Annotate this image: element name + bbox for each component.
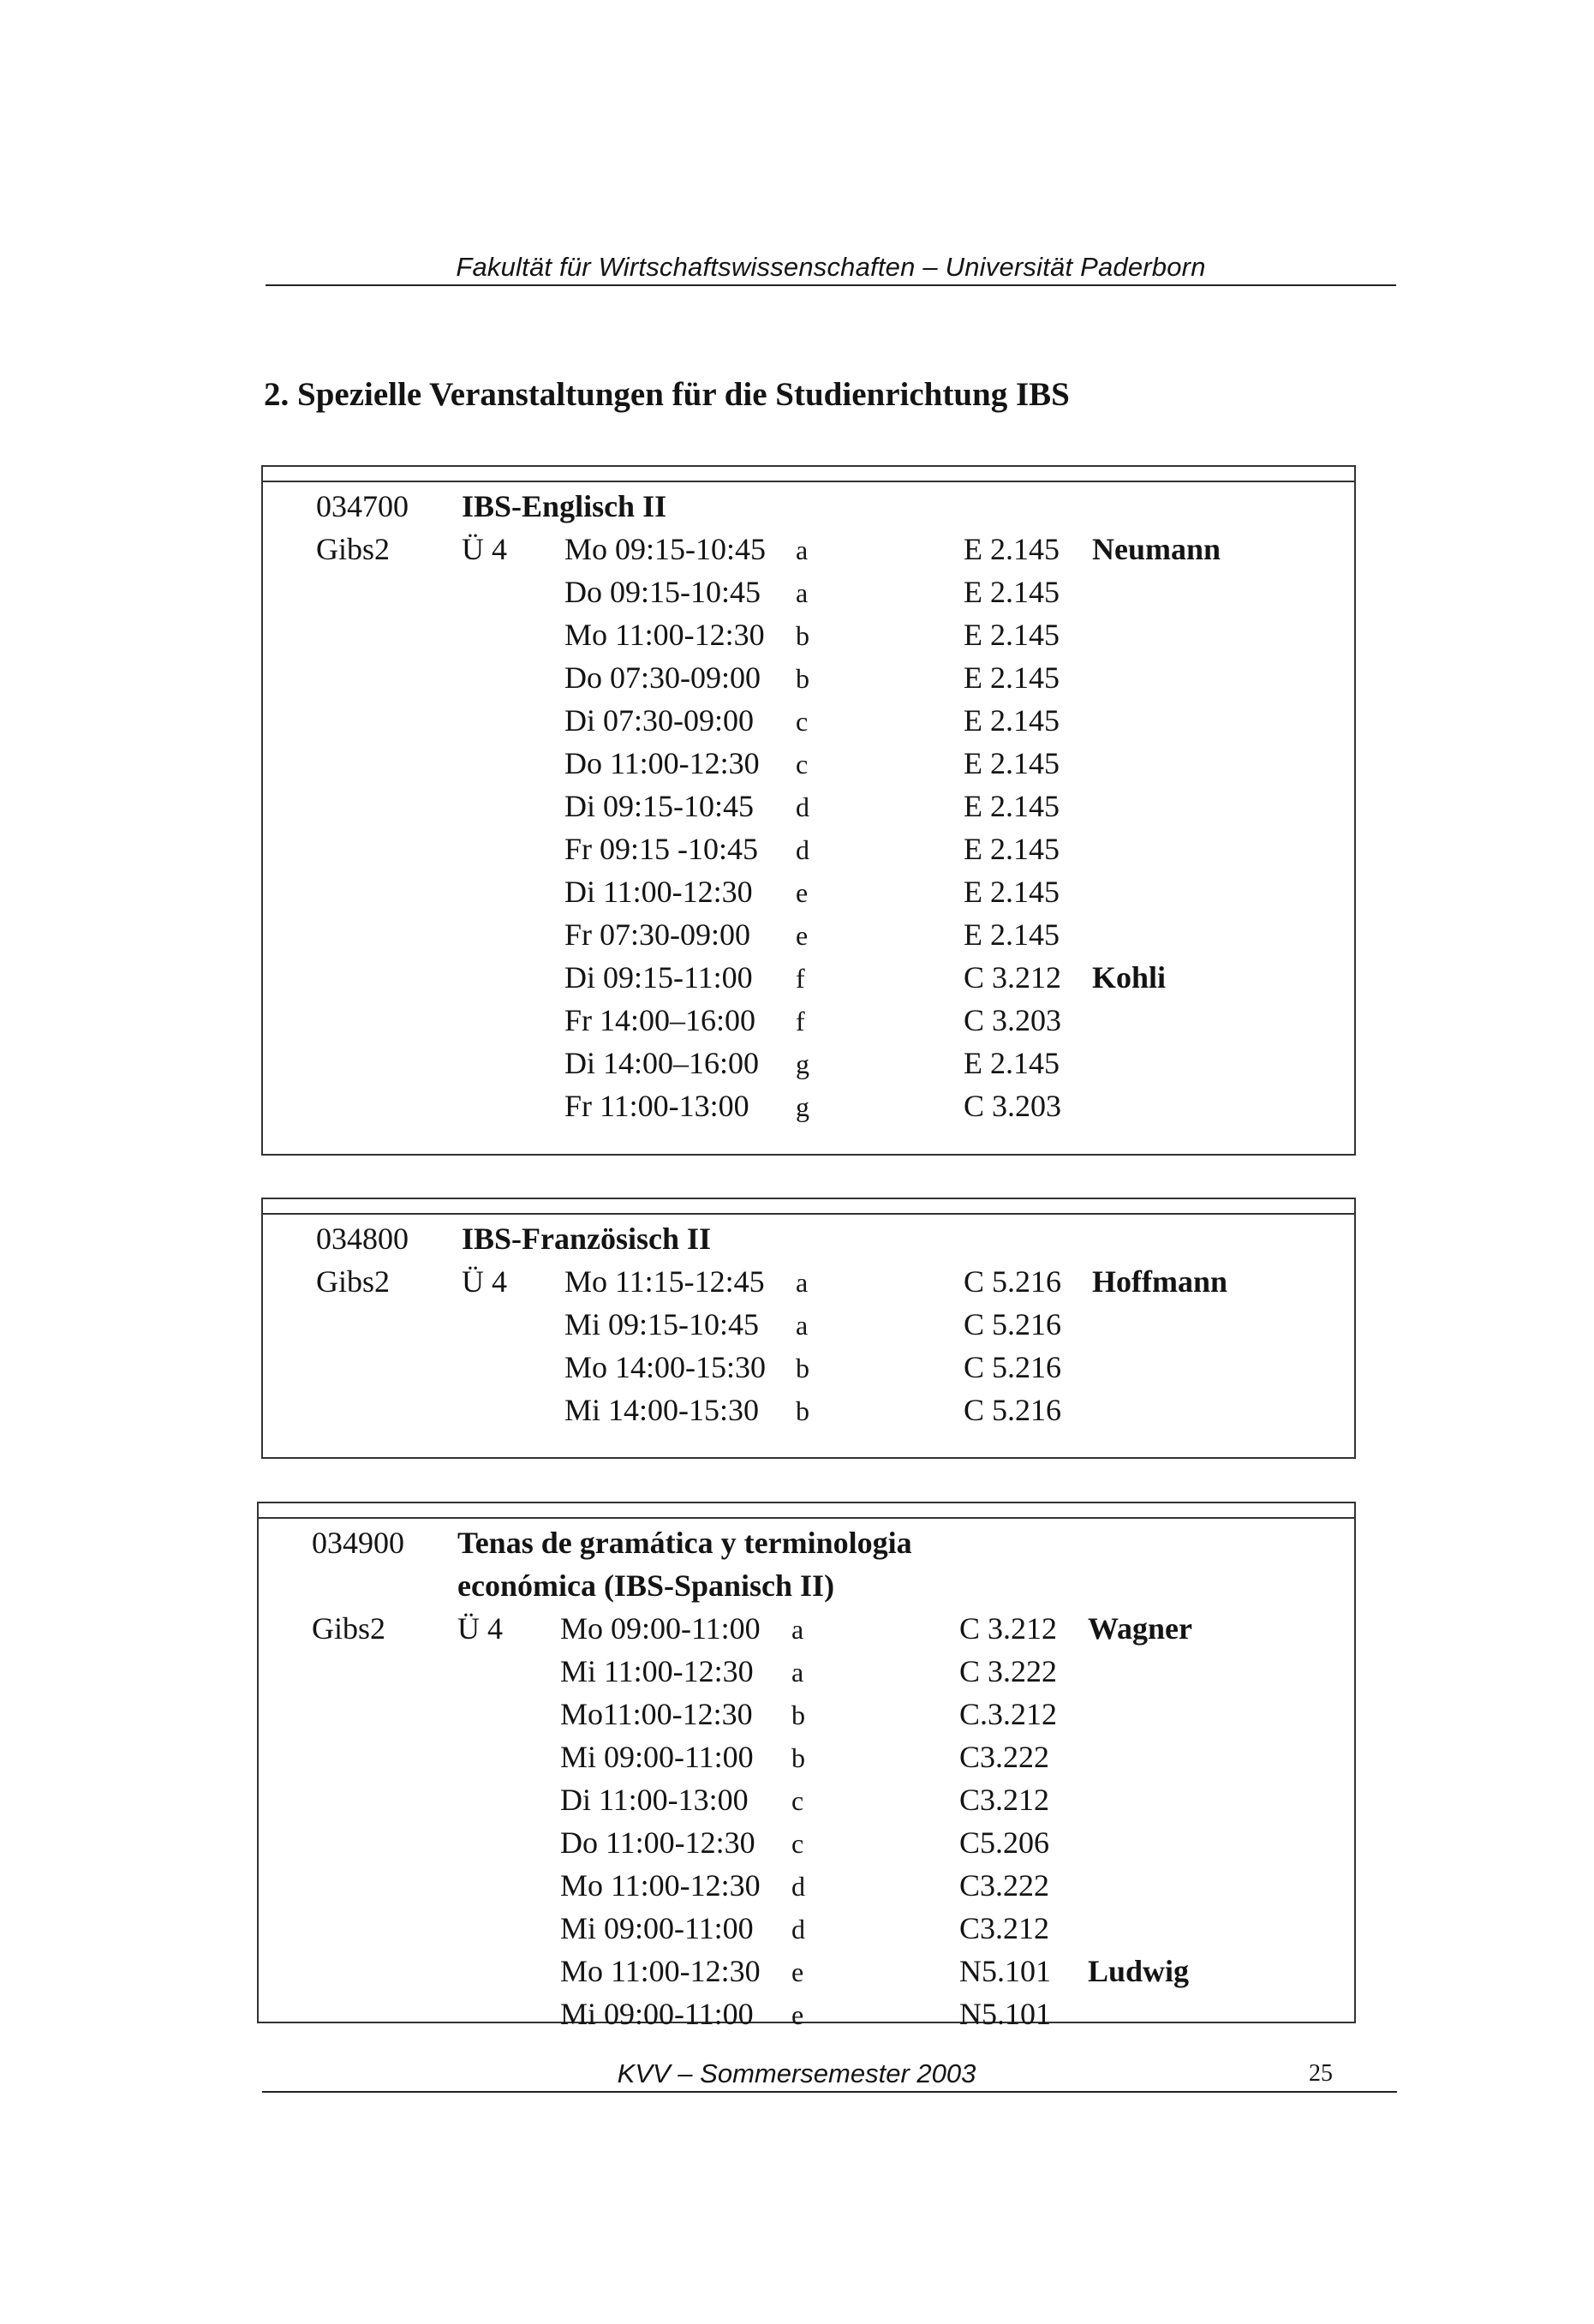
session-group: b: [796, 1395, 809, 1426]
session-time: Di 14:00–16:00: [564, 1046, 760, 1080]
session-room: C3.222: [959, 1868, 1050, 1903]
session-room: E 2.145: [964, 917, 1060, 952]
course-box-034700: [261, 465, 1356, 1156]
session-time: Mo 09:00-11:00: [560, 1611, 761, 1646]
course-number: 034800: [316, 1222, 409, 1256]
session-row: [259, 1739, 1354, 1782]
session-row: [263, 1349, 1354, 1392]
session-group: e: [791, 1999, 804, 2030]
session-room: E 2.145: [964, 532, 1060, 566]
session-lecturer: Kohli: [1092, 960, 1167, 995]
course-type: Ü 4: [462, 1264, 507, 1299]
session-room: C 3.212: [959, 1611, 1058, 1646]
session-time: Di 11:00-13:00: [560, 1783, 749, 1817]
session-room: E 2.145: [964, 575, 1060, 609]
session-group: e: [796, 920, 809, 951]
session-room: E 2.145: [964, 746, 1060, 780]
session-time: Fr 07:30-09:00: [564, 917, 751, 952]
session-time: Do 11:00-12:30: [564, 746, 760, 780]
session-room: C 3.212: [964, 960, 1062, 995]
session-room: C 3.222: [959, 1654, 1058, 1688]
session-group: b: [796, 663, 809, 694]
session-group: d: [791, 1914, 805, 1945]
session-room: E 2.145: [964, 1046, 1060, 1080]
session-group: a: [796, 535, 809, 565]
session-room: C 3.203: [964, 1089, 1062, 1123]
course-title: Tenas de gramática y terminologia: [457, 1526, 912, 1560]
session-row: [263, 745, 1354, 788]
session-row: [259, 1996, 1354, 2039]
session-time: Fr 14:00–16:00: [564, 1003, 756, 1037]
session-row: [259, 1825, 1354, 1867]
session-time: Mo 11:00-12:30: [560, 1954, 761, 1988]
session-room: E 2.145: [964, 660, 1060, 695]
session-group: a: [796, 1267, 809, 1298]
session-group: c: [791, 1828, 804, 1859]
session-time: Mi 09:00-11:00: [560, 1911, 754, 1945]
session-group: e: [796, 877, 809, 908]
session-lecturer: Neumann: [1092, 532, 1221, 566]
course-number: 034900: [312, 1526, 404, 1560]
session-room: C 3.203: [964, 1003, 1062, 1037]
session-room: C 5.216: [964, 1264, 1062, 1299]
session-row: [263, 1088, 1354, 1131]
session-time: Do 07:30-09:00: [564, 660, 761, 695]
course-box-inner-rule: [259, 1517, 1354, 1519]
session-room: C 5.216: [964, 1393, 1062, 1427]
session-time: Mi 11:00-12:30: [560, 1654, 754, 1688]
study-program: Gibs2: [316, 1264, 391, 1299]
session-time: Fr 09:15 -10:45: [564, 832, 759, 866]
study-program: Gibs2: [316, 532, 391, 566]
session-row: [263, 874, 1354, 917]
session-time: Mi 14:00-15:30: [564, 1393, 760, 1427]
session-time: Mo 14:00-15:30: [564, 1350, 767, 1384]
session-room: C3.212: [959, 1911, 1050, 1945]
session-room: C3.212: [959, 1783, 1050, 1817]
session-row: [263, 1045, 1354, 1088]
course-type: Ü 4: [462, 532, 507, 566]
session-group: d: [796, 792, 809, 822]
session-row: [263, 1002, 1354, 1045]
course-title-row: [259, 1525, 1354, 1568]
session-row: [259, 1953, 1354, 1996]
session-group: g: [796, 1091, 809, 1122]
session-room: C 5.216: [964, 1350, 1062, 1384]
session-row: [263, 574, 1354, 617]
session-time: Fr 11:00-13:00: [564, 1089, 749, 1123]
session-group: a: [791, 1657, 804, 1688]
session-row: [263, 959, 1354, 1002]
course-box-inner-rule: [263, 1213, 1354, 1215]
session-row: [259, 1610, 1354, 1653]
session-group: e: [791, 1957, 804, 1987]
page-footer: KVV – Sommersemester 2003: [617, 2058, 976, 2088]
session-lecturer: Wagner: [1088, 1611, 1192, 1646]
session-group: g: [796, 1048, 809, 1079]
session-room: N5.101: [959, 1954, 1051, 1988]
course-box-034800: [261, 1198, 1356, 1459]
session-time: Mo 11:15-12:45: [564, 1264, 765, 1299]
session-lecturer: Hoffmann: [1092, 1264, 1228, 1299]
session-time: Mi 09:00-11:00: [560, 1740, 754, 1774]
session-row: [263, 917, 1354, 959]
course-title: económica (IBS-Spanisch II): [457, 1568, 835, 1603]
session-row: [259, 1653, 1354, 1696]
session-room: C 5.216: [964, 1307, 1062, 1341]
session-time: Di 11:00-12:30: [564, 875, 753, 909]
session-room: E 2.145: [964, 789, 1060, 823]
session-room: C3.222: [959, 1740, 1050, 1774]
session-group: b: [796, 1353, 809, 1383]
session-group: c: [796, 749, 809, 780]
session-row: [263, 531, 1354, 574]
course-type: Ü 4: [457, 1611, 503, 1646]
session-room: E 2.145: [964, 703, 1060, 738]
session-row: [263, 788, 1354, 831]
session-time: Mo11:00-12:30: [560, 1697, 753, 1731]
session-row: [259, 1867, 1354, 1910]
session-group: f: [796, 1006, 805, 1037]
session-group: b: [791, 1700, 805, 1730]
course-title-row: [263, 1221, 1354, 1264]
course-number: 034700: [316, 489, 409, 523]
session-group: a: [791, 1614, 804, 1645]
session-group: a: [796, 577, 809, 608]
session-row: [259, 1696, 1354, 1739]
session-time: Do 11:00-12:30: [560, 1825, 755, 1860]
session-time: Mi 09:00-11:00: [560, 1997, 754, 2031]
session-row: [259, 1782, 1354, 1825]
section-title: 2. Spezielle Veranstaltungen für die Studienrichtung IBS: [264, 376, 1070, 413]
header-rule: [266, 284, 1396, 286]
session-group: b: [796, 620, 809, 651]
session-time: Do 09:15-10:45: [564, 575, 761, 609]
session-time: Mo 11:00-12:30: [560, 1868, 761, 1903]
course-box-034900: [257, 1502, 1356, 2031]
session-row: [259, 1910, 1354, 1953]
session-row: [263, 1264, 1354, 1306]
page-number: 25: [1309, 2060, 1333, 2087]
session-group: d: [796, 834, 809, 865]
session-room: C5.206: [959, 1825, 1050, 1860]
session-room: C.3.212: [959, 1697, 1058, 1731]
session-time: Mi 09:15-10:45: [564, 1307, 760, 1341]
session-group: c: [796, 706, 809, 737]
session-row: [263, 660, 1354, 702]
session-group: b: [791, 1742, 805, 1773]
session-row: [263, 831, 1354, 874]
session-room: E 2.145: [964, 875, 1060, 909]
course-box-inner-rule: [263, 481, 1354, 482]
session-group: d: [791, 1871, 805, 1902]
session-lecturer: Ludwig: [1088, 1954, 1190, 1988]
session-room: E 2.145: [964, 832, 1060, 866]
page-header: Fakultät für Wirtschaftswissenschaften – Universität Paderborn: [456, 252, 1206, 282]
session-row: [263, 1306, 1354, 1349]
session-time: Mo 09:15-10:45: [564, 532, 767, 566]
study-program: Gibs2: [312, 1611, 386, 1646]
footer-rule: [262, 2091, 1397, 2093]
session-time: Di 09:15-11:00: [564, 960, 753, 995]
session-row: [263, 702, 1354, 745]
session-room: E 2.145: [964, 618, 1060, 652]
session-time: Mo 11:00-12:30: [564, 618, 765, 652]
session-group: a: [796, 1310, 809, 1341]
session-group: f: [796, 963, 805, 994]
course-title-row: [259, 1568, 1354, 1610]
course-title: IBS-Englisch II: [462, 489, 667, 523]
session-room: N5.101: [959, 1997, 1051, 2031]
course-title-row: [263, 488, 1354, 531]
session-group: c: [791, 1785, 804, 1816]
course-title: IBS-Französisch II: [462, 1222, 712, 1256]
session-row: [263, 617, 1354, 660]
session-time: Di 09:15-10:45: [564, 789, 754, 823]
session-time: Di 07:30-09:00: [564, 703, 754, 738]
session-row: [263, 1392, 1354, 1435]
